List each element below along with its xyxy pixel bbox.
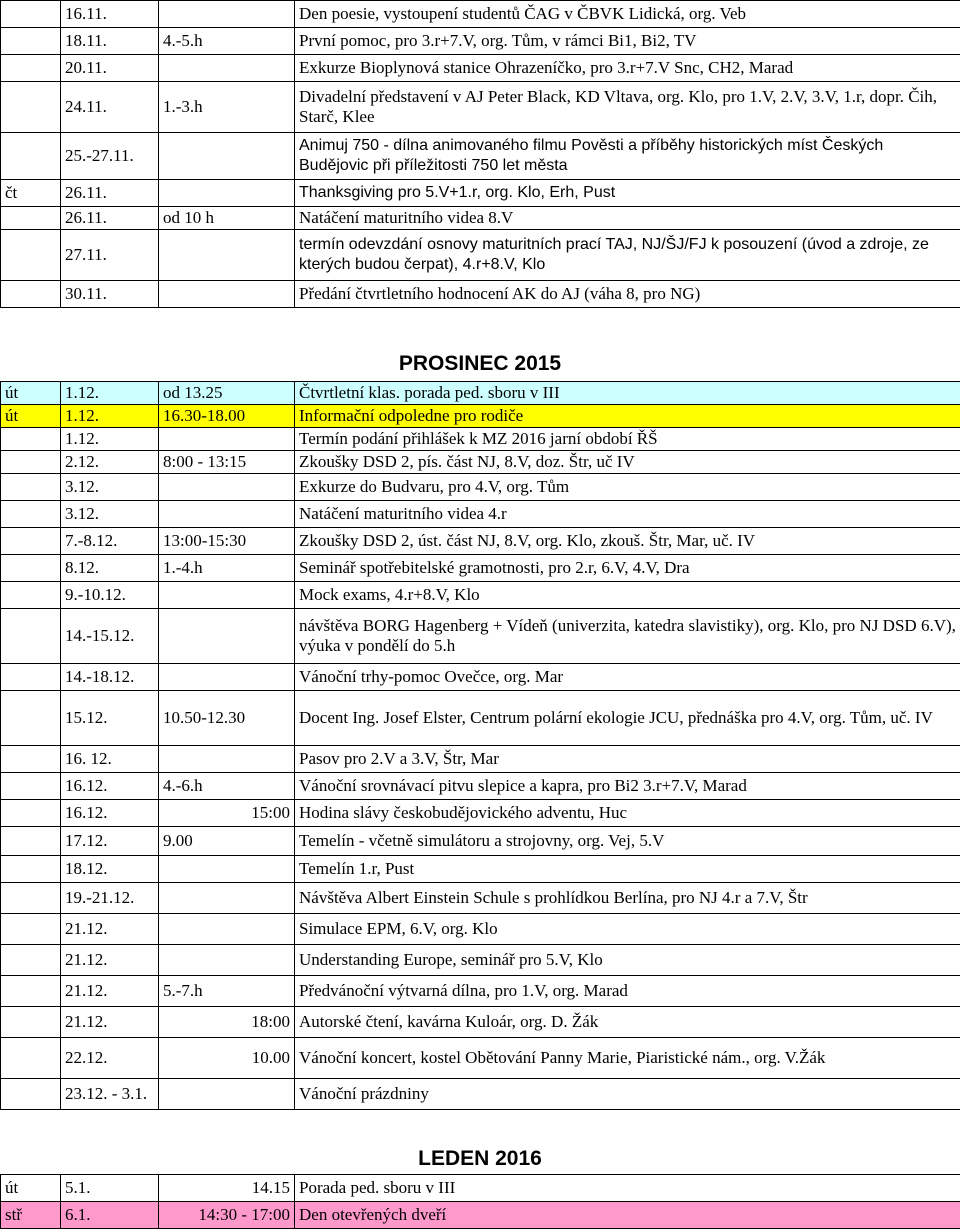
table-row bbox=[1, 281, 960, 308]
time-cell bbox=[159, 428, 295, 451]
date-cell: 18.11. bbox=[61, 28, 159, 55]
december-month-title: PROSINEC 2015 bbox=[398, 352, 562, 375]
event-cell: Exkurze Bioplynová stanice Ohrazeníčko, pro 3.r+7.V Snc, CH2, Marad bbox=[295, 55, 960, 82]
day-cell bbox=[1, 281, 61, 308]
table-row bbox=[1, 474, 960, 501]
time-cell bbox=[159, 501, 295, 528]
time-cell: 1.-4.h bbox=[159, 555, 295, 582]
table-row bbox=[1, 1, 960, 28]
table-row bbox=[1, 664, 960, 691]
day-cell bbox=[1, 1, 61, 28]
time-cell: 10.50-12.30 bbox=[159, 691, 295, 746]
event-cell: Zkoušky DSD 2, úst. část NJ, 8.V, org. Klo, zkouš. Štr, Mar, uč. IV bbox=[295, 528, 960, 555]
date-cell: 14.-18.12. bbox=[61, 664, 159, 691]
day-cell bbox=[1, 451, 61, 474]
december-rows bbox=[1, 382, 960, 1110]
day-cell bbox=[1, 609, 61, 664]
day-cell bbox=[1, 976, 61, 1007]
event-cell: Hodina slávy českobudějovického adventu, Huc bbox=[295, 800, 960, 827]
time-cell bbox=[159, 914, 295, 945]
date-cell: 3.12. bbox=[61, 501, 159, 528]
time-cell: od 13.25 bbox=[159, 382, 295, 405]
event-cell: Termín podání přihlášek k MZ 2016 jarní období ŘŠ bbox=[295, 428, 960, 451]
time-cell: 18:00 bbox=[159, 1007, 295, 1038]
table-row bbox=[1, 1038, 960, 1079]
table-row bbox=[1, 555, 960, 582]
event-cell: Návštěva Albert Einstein Schule s prohlídkou Berlína, pro NJ 4.r a 7.V, Štr bbox=[295, 883, 960, 914]
time-cell: 14:30 - 17:00 bbox=[159, 1202, 295, 1229]
january-table bbox=[0, 1174, 960, 1229]
november-rows bbox=[1, 1, 960, 308]
time-cell bbox=[159, 281, 295, 308]
day-cell: út bbox=[1, 1175, 61, 1202]
table-row bbox=[1, 945, 960, 976]
date-cell: 19.-21.12. bbox=[61, 883, 159, 914]
time-cell bbox=[159, 945, 295, 976]
date-cell: 21.12. bbox=[61, 914, 159, 945]
day-cell bbox=[1, 1038, 61, 1079]
event-cell: Simulace EPM, 6.V, org. Klo bbox=[295, 914, 960, 945]
date-cell: 6.1. bbox=[61, 1202, 159, 1229]
date-cell: 22.12. bbox=[61, 1038, 159, 1079]
event-cell: Čtvrtletní klas. porada ped. sboru v III bbox=[295, 382, 960, 405]
december-table bbox=[0, 381, 960, 1110]
table-row bbox=[1, 382, 960, 405]
time-cell bbox=[159, 582, 295, 609]
date-cell: 1.12. bbox=[61, 405, 159, 428]
day-cell bbox=[1, 664, 61, 691]
event-cell: Předvánoční výtvarná dílna, pro 1.V, org. Marad bbox=[295, 976, 960, 1007]
day-cell bbox=[1, 773, 61, 800]
time-cell bbox=[159, 609, 295, 664]
date-cell: 5.1. bbox=[61, 1175, 159, 1202]
day-cell bbox=[1, 55, 61, 82]
time-cell bbox=[159, 474, 295, 501]
event-cell: Natáčení maturitního videa 8.V bbox=[295, 207, 960, 230]
event-cell: Den otevřených dveří bbox=[295, 1202, 960, 1229]
time-cell: 1.-3.h bbox=[159, 82, 295, 133]
event-cell: termín odevzdání osnovy maturitních prací TAJ, NJ/ŠJ/FJ k posouzení (úvod a zdroje, ze kterých budou čerpat), 4.r+8.V, Klo bbox=[295, 230, 960, 281]
day-cell bbox=[1, 883, 61, 914]
date-cell: 23.12. - 3.1. bbox=[61, 1079, 159, 1110]
event-cell: Den poesie, vystoupení studentů ČAG v ČBVK Lidická, org. Veb bbox=[295, 1, 960, 28]
event-cell: Temelín - včetně simulátoru a strojovny, org. Vej, 5.V bbox=[295, 827, 960, 856]
table-row bbox=[1, 1175, 960, 1202]
date-cell: 14.-15.12. bbox=[61, 609, 159, 664]
table-row bbox=[1, 883, 960, 914]
time-cell: 5.-7.h bbox=[159, 976, 295, 1007]
time-cell bbox=[159, 746, 295, 773]
day-cell bbox=[1, 914, 61, 945]
date-cell: 21.12. bbox=[61, 1007, 159, 1038]
table-row bbox=[1, 207, 960, 230]
event-cell: Předání čtvrtletního hodnocení AK do AJ (váha 8, pro NG) bbox=[295, 281, 960, 308]
date-cell: 1.12. bbox=[61, 382, 159, 405]
time-cell: 15:00 bbox=[159, 800, 295, 827]
time-cell: 14.15 bbox=[159, 1175, 295, 1202]
date-cell: 24.11. bbox=[61, 82, 159, 133]
date-cell: 15.12. bbox=[61, 691, 159, 746]
november-table bbox=[0, 0, 960, 308]
day-cell bbox=[1, 207, 61, 230]
date-cell: 1.12. bbox=[61, 428, 159, 451]
table-row bbox=[1, 1007, 960, 1038]
event-cell: Vánoční srovnávací pitvu slepice a kapra, pro Bi2 3.r+7.V, Marad bbox=[295, 773, 960, 800]
table-row bbox=[1, 428, 960, 451]
day-cell bbox=[1, 945, 61, 976]
table-row bbox=[1, 976, 960, 1007]
event-cell: Natáčení maturitního videa 4.r bbox=[295, 501, 960, 528]
day-cell: stř bbox=[1, 1202, 61, 1229]
event-cell: Animuj 750 - dílna animovaného filmu Pověsti a příběhy historických míst Českých Budějovic při příležitosti 750 let města bbox=[295, 133, 960, 180]
event-cell: Vánoční koncert, kostel Obětování Panny Marie, Piaristické nám., org. V.Žák bbox=[295, 1038, 960, 1079]
table-row bbox=[1, 582, 960, 609]
day-cell: út bbox=[1, 405, 61, 428]
time-cell: 4.-6.h bbox=[159, 773, 295, 800]
time-cell bbox=[159, 1079, 295, 1110]
table-row bbox=[1, 827, 960, 856]
table-row bbox=[1, 82, 960, 133]
table-row bbox=[1, 856, 960, 883]
day-cell bbox=[1, 582, 61, 609]
time-cell bbox=[159, 856, 295, 883]
day-cell bbox=[1, 428, 61, 451]
time-cell bbox=[159, 230, 295, 281]
date-cell: 20.11. bbox=[61, 55, 159, 82]
date-cell: 18.12. bbox=[61, 856, 159, 883]
table-row bbox=[1, 746, 960, 773]
day-cell bbox=[1, 474, 61, 501]
table-row bbox=[1, 501, 960, 528]
table-row bbox=[1, 800, 960, 827]
date-cell: 30.11. bbox=[61, 281, 159, 308]
event-cell: Docent Ing. Josef Elster, Centrum polární ekologie JCU, přednáška pro 4.V, org. Tům, uč. IV bbox=[295, 691, 960, 746]
date-cell: 16.12. bbox=[61, 773, 159, 800]
date-cell: 17.12. bbox=[61, 827, 159, 856]
date-cell: 26.11. bbox=[61, 180, 159, 207]
time-cell bbox=[159, 180, 295, 207]
date-cell: 16. 12. bbox=[61, 746, 159, 773]
time-cell bbox=[159, 1, 295, 28]
event-cell: Pasov pro 2.V a 3.V, Štr, Mar bbox=[295, 746, 960, 773]
table-row bbox=[1, 691, 960, 746]
date-cell: 27.11. bbox=[61, 230, 159, 281]
date-cell: 9.-10.12. bbox=[61, 582, 159, 609]
event-cell: První pomoc, pro 3.r+7.V, org. Tům, v rámci Bi1, Bi2, TV bbox=[295, 28, 960, 55]
day-cell bbox=[1, 528, 61, 555]
date-cell: 21.12. bbox=[61, 976, 159, 1007]
date-cell: 7.-8.12. bbox=[61, 528, 159, 555]
time-cell bbox=[159, 883, 295, 914]
date-cell: 21.12. bbox=[61, 945, 159, 976]
event-cell: Autorské čtení, kavárna Kuloár, org. D. Žák bbox=[295, 1007, 960, 1038]
table-row bbox=[1, 133, 960, 180]
time-cell: 10.00 bbox=[159, 1038, 295, 1079]
table-row bbox=[1, 1079, 960, 1110]
table-row bbox=[1, 28, 960, 55]
day-cell bbox=[1, 501, 61, 528]
day-cell bbox=[1, 1007, 61, 1038]
day-cell bbox=[1, 800, 61, 827]
event-cell: Mock exams, 4.r+8.V, Klo bbox=[295, 582, 960, 609]
table-row bbox=[1, 451, 960, 474]
table-row bbox=[1, 528, 960, 555]
event-cell: Zkoušky DSD 2, pís. část NJ, 8.V, doz. Štr, uč IV bbox=[295, 451, 960, 474]
january-month-title: LEDEN 2016 bbox=[418, 1147, 542, 1170]
event-cell: Porada ped. sboru v III bbox=[295, 1175, 960, 1202]
time-cell bbox=[159, 664, 295, 691]
day-cell bbox=[1, 691, 61, 746]
event-cell: návštěva BORG Hagenberg + Vídeň (univerzita, katedra slavistiky), org. Klo, pro NJ DSD 6.V), výuka v pondělí do 5.h bbox=[295, 609, 960, 664]
day-cell bbox=[1, 230, 61, 281]
date-cell: 25.-27.11. bbox=[61, 133, 159, 180]
day-cell bbox=[1, 1079, 61, 1110]
table-row bbox=[1, 180, 960, 207]
event-cell: Divadelní představení v AJ Peter Black, KD Vltava, org. Klo, pro 1.V, 2.V, 3.V, 1.r, dopr. Čih, Starč, Klee bbox=[295, 82, 960, 133]
time-cell: 9.00 bbox=[159, 827, 295, 856]
time-cell: 16.30-18.00 bbox=[159, 405, 295, 428]
time-cell: od 10 h bbox=[159, 207, 295, 230]
time-cell: 13:00-15:30 bbox=[159, 528, 295, 555]
day-cell bbox=[1, 82, 61, 133]
date-cell: 16.12. bbox=[61, 800, 159, 827]
table-row bbox=[1, 914, 960, 945]
event-cell: Exkurze do Budvaru, pro 4.V, org. Tům bbox=[295, 474, 960, 501]
day-cell bbox=[1, 856, 61, 883]
table-row bbox=[1, 609, 960, 664]
event-cell: Informační odpoledne pro rodiče bbox=[295, 405, 960, 428]
time-cell bbox=[159, 133, 295, 180]
event-cell: Understanding Europe, seminář pro 5.V, Klo bbox=[295, 945, 960, 976]
date-cell: 2.12. bbox=[61, 451, 159, 474]
event-cell: Temelín 1.r, Pust bbox=[295, 856, 960, 883]
time-cell: 8:00 - 13:15 bbox=[159, 451, 295, 474]
date-cell: 8.12. bbox=[61, 555, 159, 582]
event-cell: Thanksgiving pro 5.V+1.r, org. Klo, Erh, Pust bbox=[295, 180, 960, 207]
january-rows bbox=[1, 1175, 960, 1229]
day-cell bbox=[1, 133, 61, 180]
day-cell bbox=[1, 827, 61, 856]
date-cell: 3.12. bbox=[61, 474, 159, 501]
time-cell: 4.-5.h bbox=[159, 28, 295, 55]
table-row bbox=[1, 773, 960, 800]
table-row bbox=[1, 1202, 960, 1229]
day-cell: út bbox=[1, 382, 61, 405]
event-cell: Vánoční prázdniny bbox=[295, 1079, 960, 1110]
day-cell bbox=[1, 555, 61, 582]
time-cell bbox=[159, 55, 295, 82]
table-row bbox=[1, 230, 960, 281]
day-cell: čt bbox=[1, 180, 61, 207]
date-cell: 26.11. bbox=[61, 207, 159, 230]
day-cell bbox=[1, 28, 61, 55]
event-cell: Seminář spotřebitelské gramotnosti, pro 2.r, 6.V, 4.V, Dra bbox=[295, 555, 960, 582]
date-cell: 16.11. bbox=[61, 1, 159, 28]
day-cell bbox=[1, 746, 61, 773]
table-row bbox=[1, 405, 960, 428]
table-row bbox=[1, 55, 960, 82]
event-cell: Vánoční trhy-pomoc Ovečce, org. Mar bbox=[295, 664, 960, 691]
